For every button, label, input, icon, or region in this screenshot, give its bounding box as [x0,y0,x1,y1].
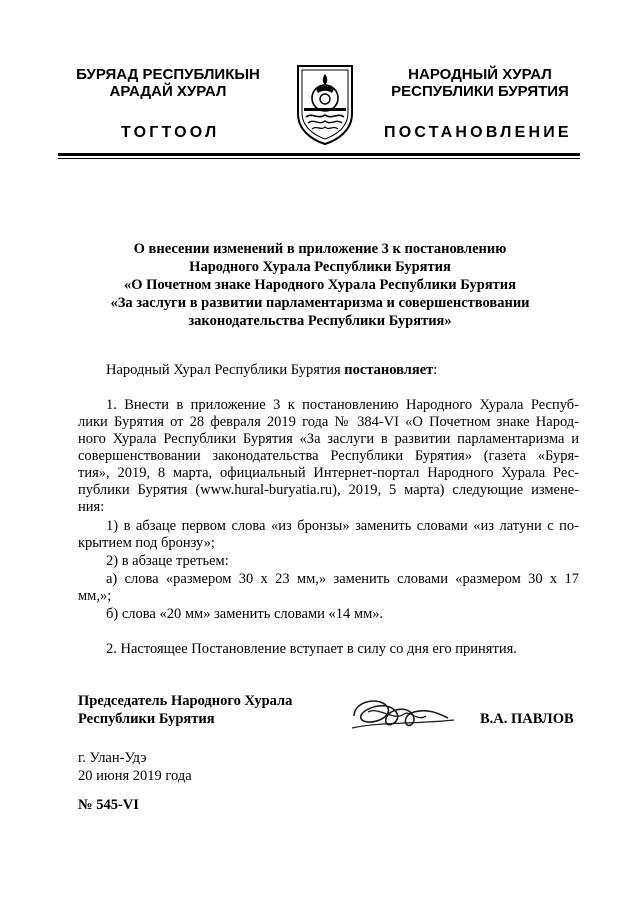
header-right-line-2: РЕСПУБЛИКИ БУРЯТИЯ [391,83,569,100]
sub-2a-cont [78,588,111,605]
item-2: 2. Настоящее Постановление вступает в силу со дня его принятия. [106,641,517,657]
sub-2a-line-2: мм,»; [78,588,112,604]
header-left-line-2: АРАДАЙ ХУРАЛ [109,83,227,100]
item-1-body [78,414,579,516]
title-line-1: О внесении изменений в приложение 3 к постановлению [133,241,507,257]
sub-1-cont [78,535,215,552]
signatory-position [78,692,292,728]
date-line: 20 июня 2019 года [78,768,192,784]
header-right-org [380,66,580,100]
signer-name: В.А. ПАВЛОВ [480,711,574,727]
header-left-line-1: БУРЯАД РЕСПУБЛИКЫН [76,66,260,83]
header-right-line-1: НАРОДНЫЙ ХУРАЛ [408,66,552,83]
item-1-line-7: ния: [78,499,105,515]
title-line-2: Народного Хурала Республики Бурятия [189,259,451,275]
signatory-position-line-2: Республики Бурятия [78,711,215,727]
item-1-line-2: лики Бурятия от 28 февраля 2019 года № 384-VI «О Почетном знаке Народ- [78,414,579,430]
sub-2: 2) в абзаце третьем: [106,553,229,569]
preamble-text: Народный Хурал Республики Бурятия [106,362,345,378]
buryatia-emblem-icon [294,62,356,146]
title-line-4: «За заслуги в развитии парламентаризма и совершенствовании [110,295,530,311]
title-line-3: «О Почетном знаке Народного Хурала Республики Бурятия [124,277,516,293]
place-line: г. Улан-Удэ [78,750,147,766]
sub-1-line-2: крытием под бронзу»; [78,535,215,551]
place-and-date [78,749,192,785]
header-left-kind: ТОГТООЛ [121,124,220,141]
item-1-line-3: ного Хурала Республики Бурятия «За заслуги в развитии парламентаризма и [78,431,579,447]
item-1-line-6: публики Бурятия (www.hural-buryatia.ru), 2019, 5 марта) следующие измене- [78,482,579,498]
header-rule-thick [58,153,580,156]
header-left-org [68,66,268,100]
handwritten-signature-icon [348,692,458,734]
document-number: № 545-VI [78,797,139,813]
sub-1-first-line [106,518,579,535]
sub-2a-line-1: а) слова «размером 30 х 23 мм,» заменить словами «размером 30 х 17 [106,571,579,587]
preamble-bold: постановляет [344,362,434,378]
header-right-kind: ПОСТАНОВЛЕНИЕ [384,124,572,141]
preamble-end: : [433,362,438,378]
signatory-position-line-1: Председатель Народного Хурала [78,693,293,709]
item-1-line-4: совершенствовании законодательства Республики Бурятия» (газета «Буря- [78,448,579,464]
document-title [60,240,580,330]
item-1-line-1: 1. Внести в приложение 3 к постановлению Народного Хурала Респуб- [106,397,579,413]
preamble [106,362,437,379]
header-rule-thin [58,158,580,159]
sub-2b: б) слова «20 мм» заменить словами «14 мм». [106,606,384,622]
sub-2a-first-line [106,571,579,588]
item-1-first-line [106,397,579,414]
item-1-line-5: тия», 2019, 8 марта, официальный Интернет-портал Народного Хурала Рес- [78,465,579,481]
title-line-5: законодательства Республики Бурятия» [188,313,452,329]
sub-1-line-1: 1) в абзаце первом слова «из бронзы» заменить словами «из латуни с по- [106,518,579,534]
